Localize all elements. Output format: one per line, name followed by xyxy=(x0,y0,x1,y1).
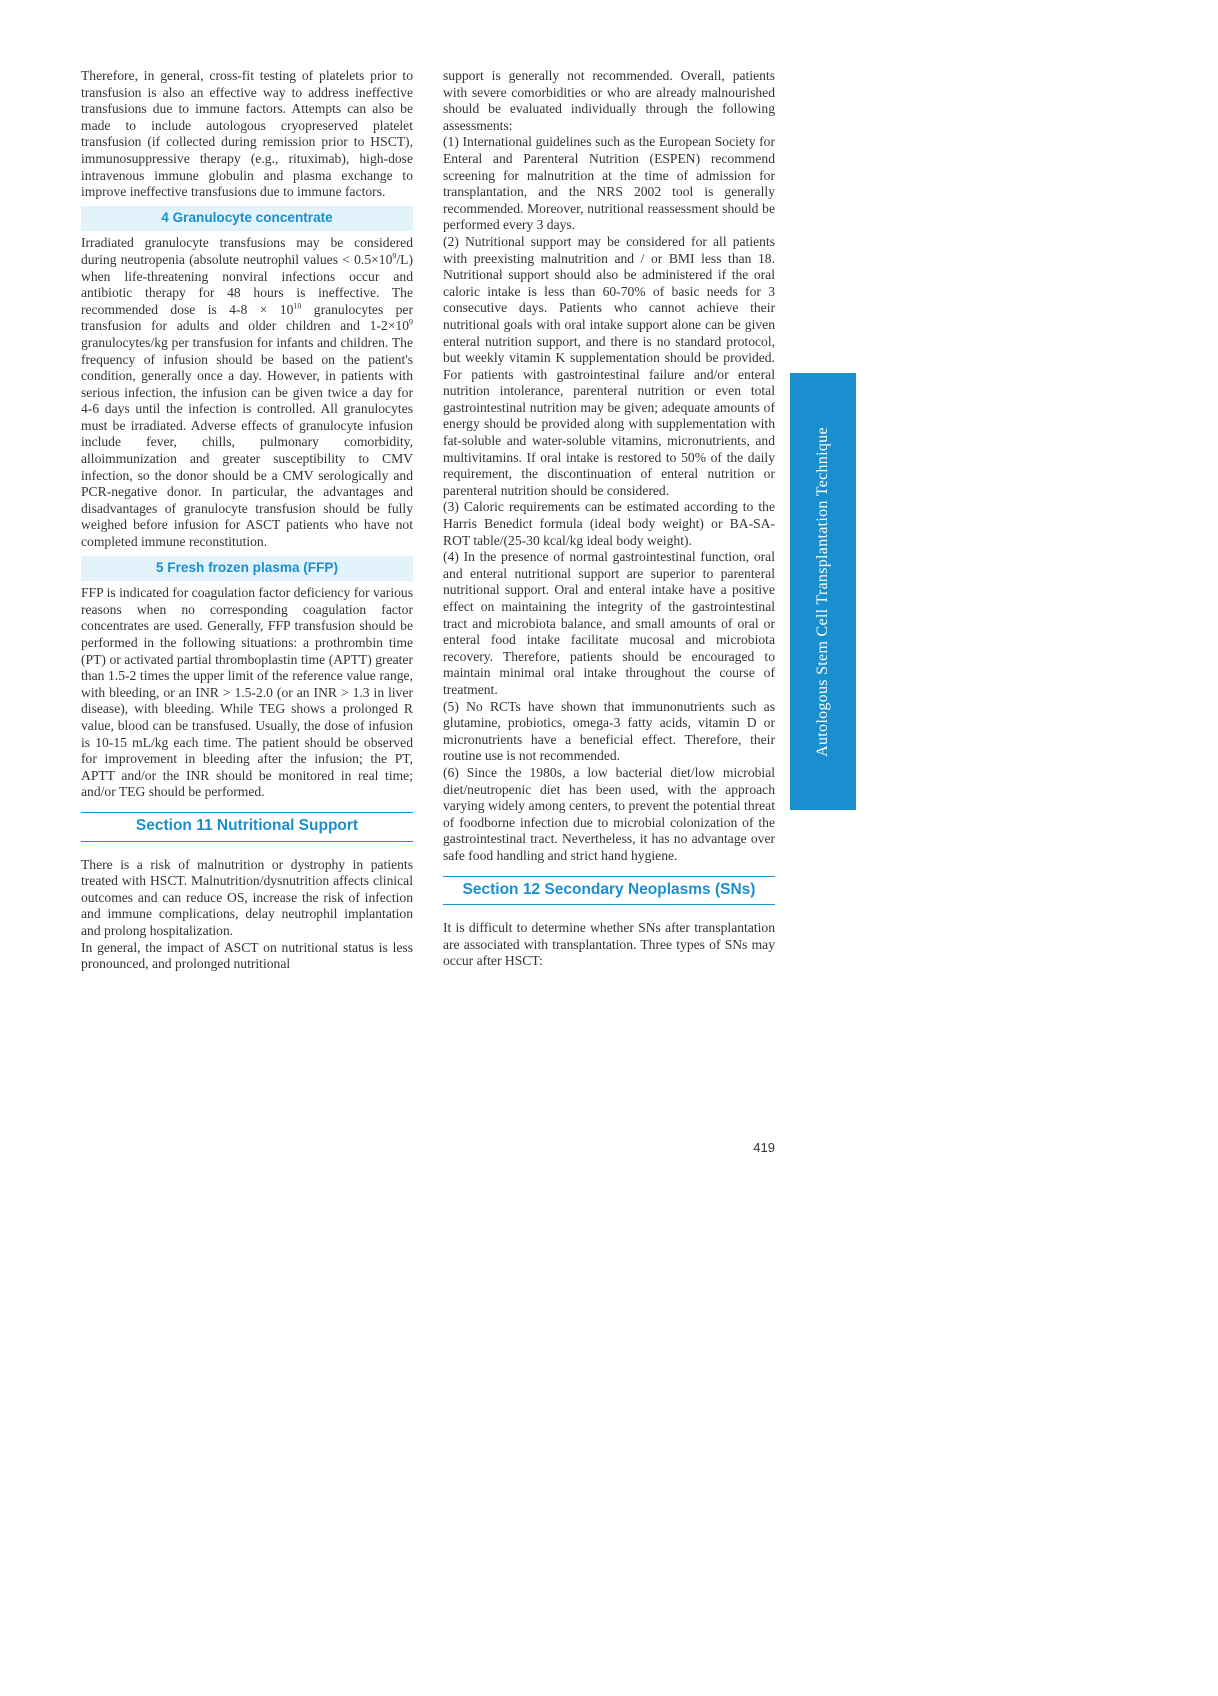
paragraph-granulocyte: Irradiated granulocyte transfusions may be considered during neutropenia (absolute neutrophil values < $0.5\times 10^9/L$) when life-threatening nonviral infections occur and antibiotic therapy for 48 hours is ineffective. The recommended dose is $4-8 \times 10^{10}$ granulocytes per transfusion for adults and older children and $1-2\times 10^9$ granulocytes/kg per transfusion for infants and children. The frequency of infusion should be based on the patient's condition, generally once a day. However, in patients with serious infection, the infusion can be given twice a day for 4-6 days until the infection is controlled. All granulocytes must be irradiated. Adverse effects of granulocyte infusion include fever, chills, pulmonary comorbidity, alloimmunization and greater susceptibility to CMV infection, so the donor should be a CMV serologically and PCR-negative donor. In particular, the advantages and disadvantages of granulocyte transfusion should be fully weighed before infusion for ASCT patients who have not completed immune reconstitution. xyxy=(81,235,413,550)
paragraph-malnutrition-risk: There is a risk of malnutrition or dystrophy in patients treated with HSCT. Malnutrition/dysnutrition affects clinical outcomes and can reduce OS, increase the risk of infection and immune complications, delay neutrophil implantation and prolong hospitalization. xyxy=(81,856,413,938)
right-column xyxy=(443,68,775,970)
paragraph-asct-impact: In general, the impact of ASCT on nutritional status is less pronounced, and prolonged nutritional xyxy=(81,939,413,972)
subheading-ffp: 5 Fresh frozen plasma (FFP) xyxy=(81,556,413,582)
paragraph-secondary-neoplasms: It is difficult to determine whether SNs after transplantation are associated with transplantation. Three types of SNs may occur after HSCT: xyxy=(443,920,775,969)
paragraph-platelet-crossfit: Therefore, in general, cross-fit testing of platelets prior to transfusion is also an effective way to address ineffective transfusions due to immune factors. Attempts can also be made to include autologous cryopreserved platelet transfusion (if collected during remission prior to HSCT), immunosuppressive therapy (e.g., rituximab), high-dose intravenous immune globulin and plasma exchange to improve ineffective transfusions due to immune factors. xyxy=(81,68,413,200)
list-item-6: (6) Since the 1980s, a low bacterial diet/low microbial diet/neutropenic diet has been used, with the approach varying widely among centers, to prevent the potential threat of foodborne infection due to microbial colonization of the gastrointestinal tract. Nevertheless, it has no advantage over safe food handling and strict hand hygiene. xyxy=(443,764,775,863)
list-item-3: (3) Caloric requirements can be estimated according to the Harris Benedict formula (ideal body weight) or BA-SA-ROT table/(25-30 kcal/kg ideal body weight). xyxy=(443,499,775,548)
chapter-side-tab xyxy=(790,373,856,810)
list-item-4: (4) In the presence of normal gastrointestinal function, oral and enteral nutritional support are superior to parenteral nutritional support. Oral and enteral intake have a positive effect on maintaining the integrity of the gastrointestinal tract and microbiota balance, and small amounts of oral or enteral food intake facilitate mucosal and microbiota recovery. Therefore, patients should be encouraged to maintain minimal oral intake throughout the course of treatment. xyxy=(443,549,775,697)
section-heading-nutritional-support: Section 11 Nutritional Support xyxy=(81,812,413,842)
paragraph-ffp: FFP is indicated for coagulation factor deficiency for various reasons when no corresponding coagulation factor concentrates are used. Generally, FFP transfusion should be performed in the following situations: a prothrombin time (PT) or activated partial thromboplastin time (APTT) greater than 1.5-2 times the upper limit of the reference value range, with bleeding, or an INR > 1.5-2.0 (or an INR > 1.3 in liver disease), with bleeding. While TEG shows a prolonged R value, blood can be transfused. Usually, the dose of infusion is 10-15 mL/kg each time. The patient should be observed for improvement in bleeding after the infusion; the PT, APTT and/or the INR should be monitored in real time; and/or TEG should be performed. xyxy=(81,585,413,800)
list-item-5: (5) No RCTs have shown that immunonutrients such as glutamine, probiotics, omega-3 fatty acids, vitamin D or micronutrients have a beneficial effect. Therefore, their routine use is not recommended. xyxy=(443,698,775,764)
list-item-2: (2) Nutritional support may be considered for all patients with preexisting malnutrition and / or BMI less than 18. Nutritional support should also be administered if the oral caloric intake is less than 60-70% of basic needs for 3 consecutive days. Patients who cannot achieve their nutritional goals with oral intake support alone can be given enteral nutrition support, and there is no standard protocol, but weekly vitamin K supplementation should be provided. For patients with gastrointestinal failure and/or enteral nutrition intolerance, parenteral nutrition or even total gastrointestinal nutrition may be given; adequate amounts of energy should be provided along with supplementation with fat-soluble and water-soluble vitamins, micronutrients, and multivitamins. If oral intake is restored to 50% of the daily requirement, the discontinuation of enteral nutrition or parenteral nutrition should be considered. xyxy=(443,233,775,498)
paragraph-support-overview: support is generally not recommended. Overall, patients with severe comorbidities or who are already malnourished should be evaluated individually through the following assessments: xyxy=(443,68,775,133)
left-column xyxy=(81,68,413,973)
page-number: 419 xyxy=(753,1140,775,1155)
subheading-granulocyte: 4 Granulocyte concentrate xyxy=(81,206,413,232)
section-heading-secondary-neoplasms: Section 12 Secondary Neoplasms (SNs) xyxy=(443,876,775,906)
list-item-1: (1) International guidelines such as the European Society for Enteral and Parenteral Nutrition (ESPEN) recommend screening for malnutrition at the time of admission for transplantation, and the NRS 2002 tool is generally recommended. Moreover, nutritional reassessment should be performed every 3 days. xyxy=(443,134,775,233)
chapter-side-tab-label: Autologous Stem Cell Transplantation Technique xyxy=(814,426,831,757)
